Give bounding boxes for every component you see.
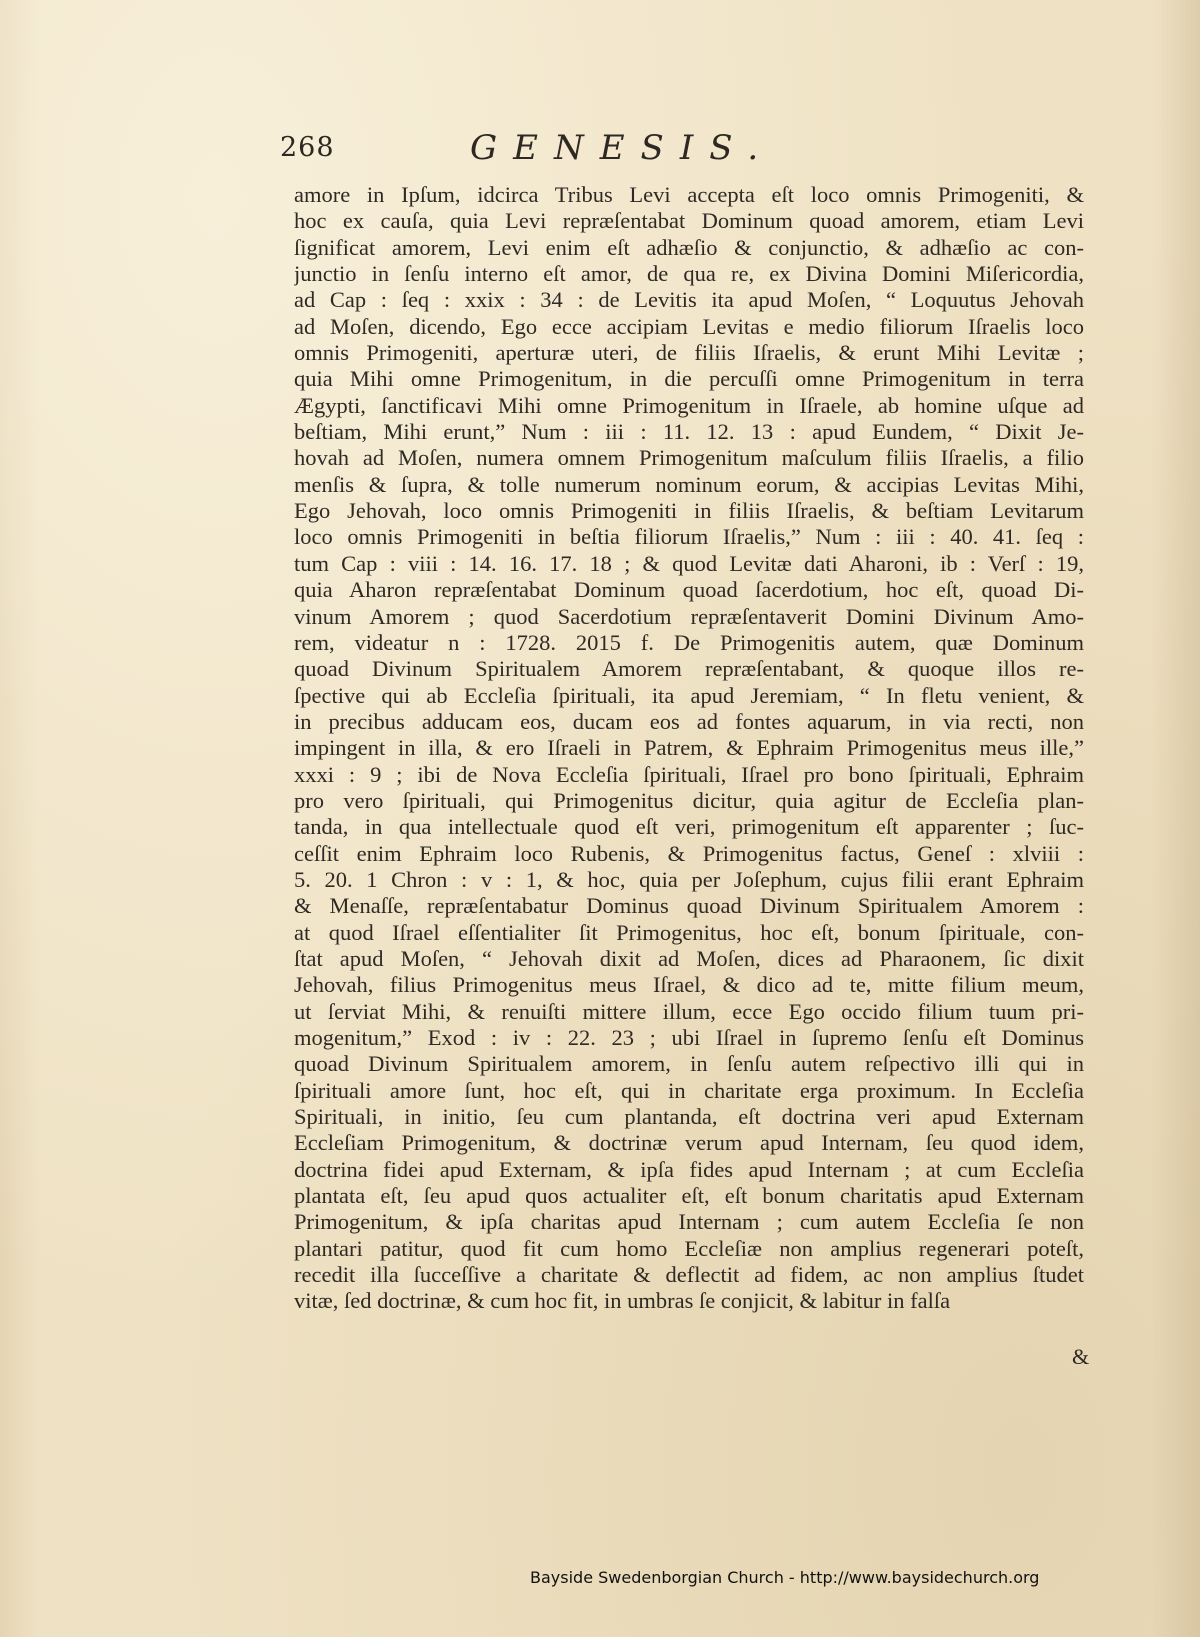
text-line: loco omnis Primogeniti in beſtia filiorum Iſraelis,” Num : iii : 40. 41. ſeq : bbox=[294, 524, 1084, 550]
text-line: junctio in ſenſu interno eſt amor, de qua re, ex Divina Domini Miſericordia, bbox=[294, 261, 1084, 287]
text-line: xxxi : 9 ; ibi de Nova Eccleſia ſpirituali, Iſrael pro bono ſpirituali, Ephraim bbox=[294, 761, 1084, 787]
text-line: quoad Divinum Spiritualem amorem, in ſenſu autem reſpectivo illi qui in bbox=[294, 1051, 1084, 1077]
text-line: quia Aharon repræſentabat Dominum quoad ſacerdotium, hoc eſt, quoad Di- bbox=[294, 577, 1084, 603]
text-line: 5. 20. 1 Chron : v : 1, & hoc, quia per Joſephum, cujus filii erant Ephraim bbox=[294, 866, 1084, 892]
text-line: Ægypti, ſanctificavi Mihi omne Primogenitum in Iſraele, ab homine uſque ad bbox=[294, 392, 1084, 418]
catchword: & bbox=[1072, 1344, 1090, 1369]
text-line: beſtiam, Mihi erunt,” Num : iii : 11. 12. 13 : apud Eundem, “ Dixit Je- bbox=[294, 419, 1084, 445]
text-line: Primogenitum, & ipſa charitas apud Internam ; cum autem Eccleſia ſe non bbox=[294, 1209, 1084, 1235]
text-line: omnis Primogeniti, aperturæ uteri, de filiis Iſraelis, & erunt Mihi Levitæ ; bbox=[294, 340, 1084, 366]
text-line: impingent in illa, & ero Iſraeli in Patrem, & Ephraim Primogenitus meus ille,” bbox=[294, 735, 1084, 761]
footer-credit: Bayside Swedenborgian Church - http://www.baysidechurch.org bbox=[530, 1568, 1040, 1587]
text-line: plantari patitur, quod fit cum homo Eccleſiæ non amplius regenerari poteſt, bbox=[294, 1235, 1084, 1261]
text-line: Eccleſiam Primogenitum, & doctrinæ verum apud Internam, ſeu quod idem, bbox=[294, 1130, 1084, 1156]
text-line: Ego Jehovah, loco omnis Primogeniti in filiis Iſraelis, & beſtiam Levitarum bbox=[294, 498, 1084, 524]
text-line: ad Moſen, dicendo, Ego ecce accipiam Levitas e medio filiorum Iſraelis loco bbox=[294, 313, 1084, 339]
text-line: menſis & ſupra, & tolle numerum nominum eorum, & accipias Levitas Mihi, bbox=[294, 471, 1084, 497]
body-text bbox=[294, 182, 1084, 1315]
page-header bbox=[280, 128, 900, 172]
text-line: amore in Ipſum, idcirca Tribus Levi accepta eſt loco omnis Primogeniti, & bbox=[294, 182, 1084, 207]
text-line: quoad Divinum Spiritualem Amorem repræſentabant, & quoque illos re- bbox=[294, 656, 1084, 682]
text-line: Jehovah, filius Primogenitus meus Iſrael, & dico ad te, mitte filium meum, bbox=[294, 972, 1084, 998]
text-line: & Menaſſe, repræſentabatur Dominus quoad Divinum Spiritualem Amorem : bbox=[294, 893, 1084, 919]
text-line: in precibus adducam eos, ducam eos ad fontes aquarum, in via recti, non bbox=[294, 708, 1084, 734]
text-line: mogenitum,” Exod : iv : 22. 23 ; ubi Iſrael in ſupremo ſenſu eſt Dominus bbox=[294, 1025, 1084, 1050]
text-line: ſtat apud Moſen, “ Jehovah dixit ad Moſen, dices ad Pharaonem, ſic dixit bbox=[294, 945, 1084, 971]
text-line: Spirituali, in initio, ſeu cum plantanda, eſt doctrina veri apud Externam bbox=[294, 1104, 1084, 1130]
text-line: hoc ex cauſa, quia Levi repræſentabat Dominum quoad amorem, etiam Levi bbox=[294, 208, 1084, 234]
text-line: plantata eſt, ſeu apud quos actualiter eſt, eſt bonum charitatis apud Externam bbox=[294, 1183, 1084, 1209]
text-line: recedit illa ſucceſſive a charitate & deflectit ad fidem, ac non amplius ſtudet bbox=[294, 1262, 1084, 1288]
text-line: ceſſit enim Ephraim loco Rubenis, & Primogenitus factus, Geneſ : xlviii : bbox=[294, 840, 1084, 866]
text-line: pro vero ſpirituali, qui Primogenitus dicitur, quia agitur de Eccleſia plan- bbox=[294, 787, 1084, 813]
text-line: ſpirituali amore ſunt, hoc eſt, qui in charitate erga proximum. In Eccleſia bbox=[294, 1077, 1084, 1103]
text-line: doctrina fidei apud Externam, & ipſa fides apud Internam ; at cum Eccleſia bbox=[294, 1156, 1084, 1182]
text-line: ſpective qui ab Eccleſia ſpirituali, ita apud Jeremiam, “ In fletu venient, & bbox=[294, 682, 1084, 708]
text-line: tum Cap : viii : 14. 16. 17. 18 ; & quod Levitæ dati Aharoni, ib : Verſ : 19, bbox=[294, 550, 1084, 576]
text-line: vitæ, ſed doctrinæ, & cum hoc fit, in umbras ſe conjicit, & labitur in falſa bbox=[294, 1288, 951, 1314]
text-line: ut ſerviat Mihi, & renuiſti mittere illum, ecce Ego occido filium tuum pri- bbox=[294, 998, 1084, 1024]
page-number: 268 bbox=[280, 132, 335, 163]
text-line: tanda, in qua intellectuale quod eſt veri, primogenitum eſt apparenter ; ſuc- bbox=[294, 814, 1084, 840]
text-line: rem, videatur n : 1728. 2015 f. De Primogenitis autem, quæ Dominum bbox=[294, 629, 1084, 655]
text-line: at quod Iſrael eſſentialiter ſit Primogenitus, hoc eſt, bonum ſpirituale, con- bbox=[294, 919, 1084, 945]
running-title: GENESIS. bbox=[470, 128, 775, 168]
text-line: quia Mihi omne Primogenitum, in die percuſſi omne Primogenitum in terra bbox=[294, 366, 1084, 392]
text-line: hovah ad Moſen, numera omnem Primogenitum maſculum filiis Iſraelis, a filio bbox=[294, 445, 1084, 471]
text-line: vinum Amorem ; quod Sacerdotium repræſentaverit Domini Divinum Amo- bbox=[294, 603, 1084, 629]
text-line: ad Cap : ſeq : xxix : 34 : de Levitis ita apud Moſen, “ Loquutus Jehovah bbox=[294, 287, 1084, 313]
text-line: ſignificat amorem, Levi enim eſt adhæſio & conjunctio, & adhæſio ac con- bbox=[294, 234, 1084, 260]
